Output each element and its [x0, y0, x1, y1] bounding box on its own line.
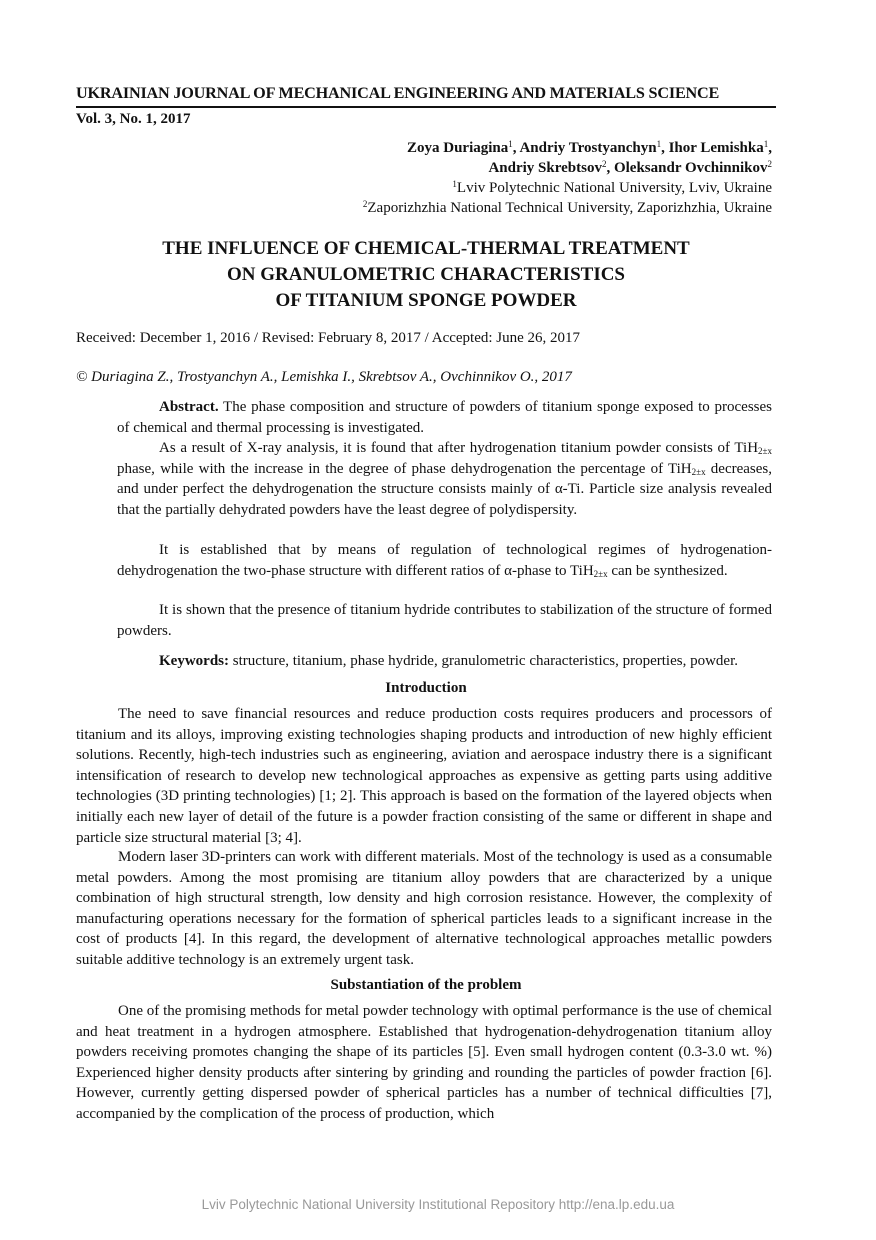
paper-title [76, 236, 776, 314]
author-aff: 1 [763, 139, 769, 149]
author-name: Andriy Trostyanchyn [519, 140, 657, 156]
author-block [363, 138, 772, 218]
author-name: Ihor Lemishka [668, 140, 764, 156]
journal-volume: Vol. 3, No. 1, 2017 [76, 111, 191, 127]
author-aff: 2 [767, 159, 772, 169]
abstract-paragraph: It is established that by means of regulation of technological regimes of hydrogenation-dehydrogenation the two-phase structure with different ratios of α-phase to TiH$_{2\pm x}$ can be synthesized. [117, 542, 772, 579]
submission-dates: Received: December 1, 2016 / Revised: February 8, 2017 / Accepted: June 26, 2017 [76, 330, 581, 346]
author-aff: 1 [656, 139, 662, 149]
affiliation [363, 198, 772, 218]
affiliation-text: Lviv Polytechnic National University, Lviv, Ukraine [456, 180, 772, 196]
journal-title: UKRAINIAN JOURNAL OF MECHANICAL ENGINEERING AND MATERIALS SCIENCE [76, 84, 720, 102]
section-heading-substantiation: Substantiation of the problem [330, 977, 522, 993]
author-name: Oleksandr Ovchinnikov [613, 160, 768, 176]
abstract-paragraph: As a result of X-ray analysis, it is found that after hydrogenation titanium powder consists of TiH$_{2\pm x}$ phase, while with the increase in the degree of phase dehydrogenation the percentage of TiH$_{2\pm x}$ decreases, and under perfect the dehydrogenation the structure consists mainly of α-Ti. Particle size analysis revealed that the partially dehydrated powders have the least degree of polydispersity. [117, 440, 772, 518]
affiliation-number: 2 [362, 199, 368, 209]
author-aff: 1 [508, 139, 513, 149]
affiliation [363, 178, 772, 198]
abstract-paragraph: It is shown that the presence of titanium hydride contributes to stabilization of the structure of formed powders. [117, 602, 772, 639]
body-paragraph: The need to save financial resources and reduce production costs requires producers and processors of titanium and its alloys, improving existing technologies shaping products and introduction of new highly efficient solutions. Recently, high-tech industries such as engineering, aviation and aerospace industry there is a significant intensification of research to develop new technological approaches as expensive as getting parts using additive technologies (3D printing technologies) [1; 2]. This approach is based on the formation of the layered objects when initially each new layer of detail of the future is a powder fraction consisting of the same or different in shape and particle size structural material [3; 4]. [76, 706, 772, 846]
author-aff: 2 [601, 159, 607, 169]
copyright-line: © Duriagina Z., Trostyanchyn A., Lemishka I., Skrebtsov A., Ovchinnikov O., 2017 [76, 369, 572, 385]
abstract-paragraph: Abstract. The phase composition and structure of powders of titanium sponge exposed to processes of chemical and thermal processing is investigated. [117, 399, 772, 436]
keywords-text: structure, titanium, phase hydride, granulometric characteristics, properties, powder. [232, 653, 738, 669]
repository-footer: Lviv Polytechnic National University Institutional Repository http://ena.lp.edu.ua [201, 1197, 675, 1212]
affiliation-number: 1 [452, 179, 457, 189]
keywords [117, 651, 772, 672]
affiliation-text: Zaporizhzhia National Technical University, Zaporizhzhia, Ukraine [367, 200, 772, 216]
title-line: ON GRANULOMETRIC CHARACTERISTICS [227, 264, 625, 285]
title-line: THE INFLUENCE OF CHEMICAL-THERMAL TREATMENT [162, 238, 690, 259]
body-paragraph: One of the promising methods for metal powder technology with optimal performance is the use of chemical and heat treatment in a hydrogen atmosphere. Established that hydrogenation-dehydrogenation titanium alloy powders receiving promotes changing the shape of its particles [5]. Even small hydrogen content (0.3-3.0 wt. %) Experienced higher density products after sintering by grinding and rounding the particles of powder fraction [6]. However, currently getting dispersed powder of spherical particles has a number of technical difficulties [7], accompanied by the complication of the process of production, which [76, 1003, 772, 1122]
author-line-1: Zoya Duriagina$^1$, Andriy Trostyanchyn$^1$, Ihor Lemishka$^1$, [407, 139, 772, 156]
author-name: Andriy Skrebtsov [488, 160, 602, 176]
keywords-label: Keywords: [159, 653, 229, 669]
author-name: Zoya Duriagina [407, 140, 509, 156]
body-paragraph: Modern laser 3D-printers can work with different materials. Most of the technology is used as a consumable metal powders. Among the most promising are titanium alloy powders that are characterized by a unique combination of high structural strength, low density and high corrosion resistance. However, the complexity of manufacturing operations necessary for the formation of spherical particles leads to a significant increase in the cost of products [4]. In this regard, the development of alternative technological approaches metallic powders suitable additive technology is an extremely urgent task. [76, 849, 772, 968]
author-line-2: Andriy Skrebtsov$^2$, Oleksandr Ovchinnikov$^2$ [488, 159, 772, 176]
abstract-label: Abstract. [159, 399, 219, 415]
title-line: OF TITANIUM SPONGE POWDER [275, 290, 577, 311]
header-rule [76, 106, 776, 108]
section-heading-introduction: Introduction [385, 680, 467, 696]
